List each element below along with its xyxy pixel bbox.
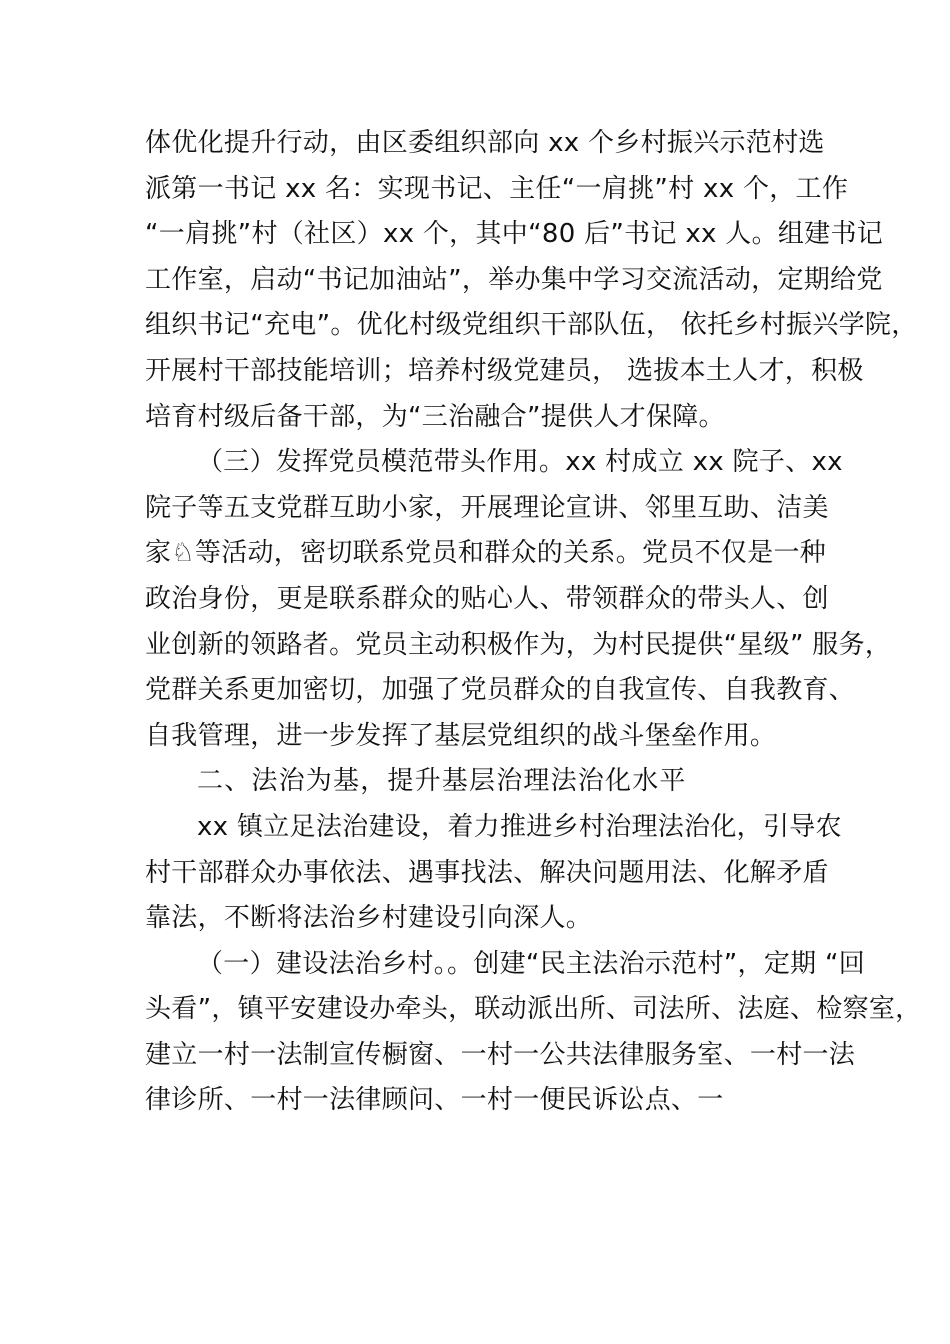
text-line: 头看”，镇平安建设办牵头，联动派出所、司法所、法庭、检察室， [145, 994, 922, 1025]
section-heading: 二、法治为基，提升基层治理法治化水平 [197, 766, 687, 797]
text-line: 党群关系更加密切，加强了党员群众的自我宣传、自我教育、 [145, 675, 856, 706]
text-line: xx 镇立足法治建设，着力推进乡村治理法治化，引导农 [197, 811, 842, 842]
text-line: 开展村干部技能培训；培养村级党建员， 选拔本土人才，积极 [145, 355, 864, 386]
text-line: 业创新的领路者。党员主动积极作为，为村民提供“星级” 服务， [145, 629, 892, 660]
text-line: 建立一村一法制宣传橱窗、一村一公共法律服务室、一村一法 [145, 1039, 856, 1070]
text-line: “一肩挑”村（社区）xx 个，其中“80 后”书记 xx 人。组建书记 [145, 219, 884, 250]
body-text [145, 121, 922, 1124]
subsection-heading-line: （三）发挥党员模范带头作用。xx 村成立 xx 院子、xx [197, 447, 843, 478]
text-line: 村干部群众办事依法、遇事找法、解决问题用法、化解矛盾 [145, 857, 829, 888]
text-line: 自我管理，进一步发挥了基层党组织的战斗堡垒作用。 [145, 720, 777, 751]
text-line: 政治身份，更是联系群众的贴心人、带领群众的带头人、创 [145, 583, 829, 614]
text-line: 体优化提升行动，由区委组织部向 xx 个乡村振兴示范村选 [145, 128, 825, 158]
text-line: 律诊所、一村一法律顾问、一村一便民诉讼点、一 [145, 1085, 724, 1116]
text-line: 院子等五支党群互助小家，开展理论宣讲、邻里互助、洁美 [145, 492, 829, 523]
subsection-heading-line: （一）建设法治乡村。。创建“民主法治示范村”，定期 “回 [197, 948, 866, 979]
text-line: 培育村级后备干部，为“三治融合”提供人才保障。 [145, 401, 725, 432]
text-line: 靠法，不断将法治乡村建设引向深人。 [145, 903, 593, 934]
text-line: 工作室，启动“书记加油站”，举办集中学习交流活动，定期给党 [145, 264, 883, 295]
text-line: 家♘等活动，密切联系党员和群众的关系。党员不仅是一种 [145, 538, 827, 569]
text-line: 派第一书记 xx 名：实现书记、主任“一肩挑”村 xx 个，工作 [145, 173, 849, 204]
text-line: 组织书记“充电”。优化村级党组织干部队伍， 依托乡村振兴学院， [145, 310, 918, 341]
